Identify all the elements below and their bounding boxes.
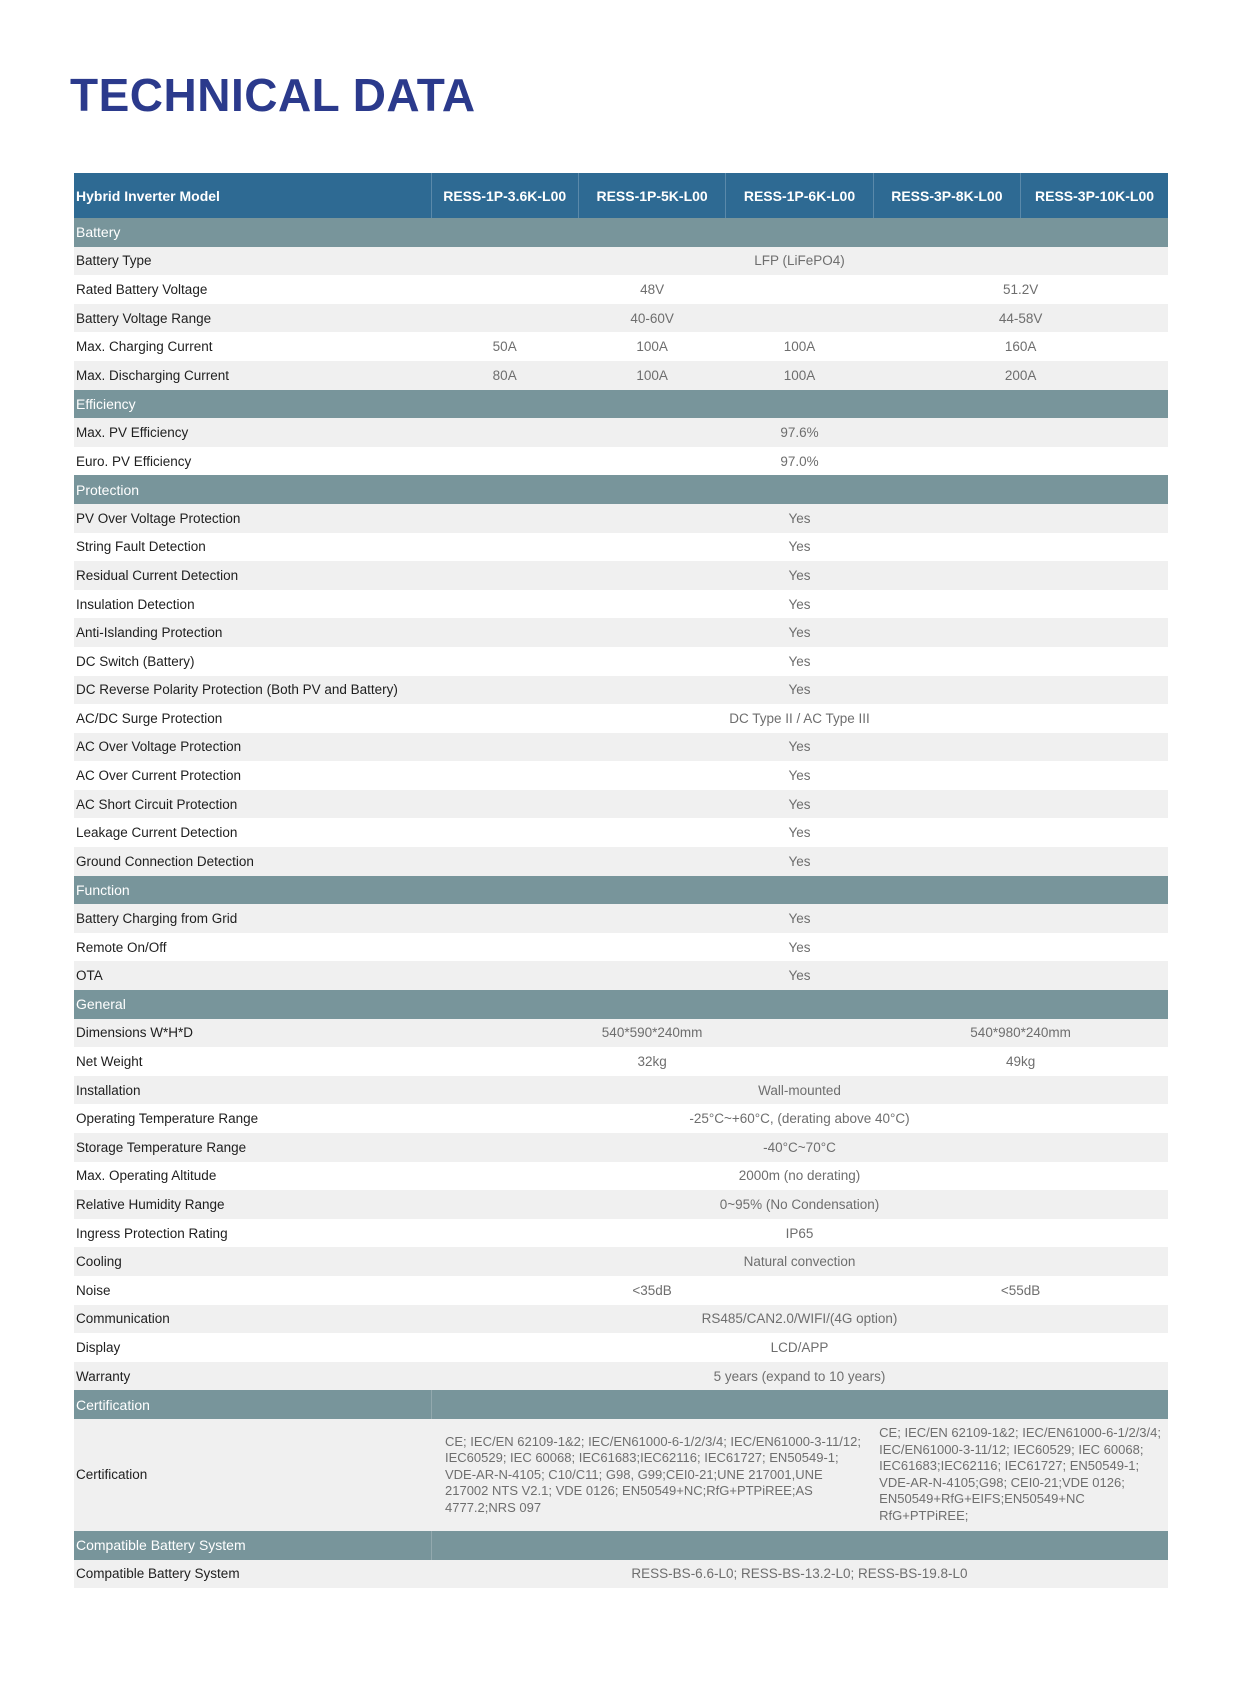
row-label: Leakage Current Detection [76, 825, 238, 841]
row-label: Operating Temperature Range [76, 1111, 259, 1127]
row-value: 49kg [1005, 1054, 1036, 1070]
row-value: 160A [1004, 339, 1037, 355]
row-value: DC Type II / AC Type III [729, 710, 870, 726]
section-fill [431, 1531, 1168, 1560]
header-model-name: RESS-1P-3.6K-L00 [431, 173, 578, 218]
section-title: Compatible Battery System [74, 1531, 431, 1560]
row-label: AC/DC Surge Protection [76, 710, 223, 726]
row-value: 200A [873, 361, 1168, 390]
table-row [74, 790, 1168, 819]
row-label: Anti-Islanding Protection [74, 618, 431, 647]
section-header [74, 475, 1168, 504]
certification-block [74, 1390, 1168, 1588]
table-row [74, 533, 1168, 562]
row-value: LFP (LiFePO4) [431, 247, 1168, 276]
section-header [74, 390, 1168, 419]
certification-row [74, 1419, 1168, 1531]
row-value: Yes [788, 768, 811, 784]
row-value: 97.0% [780, 453, 819, 469]
table-row [74, 847, 1168, 876]
row-value: Yes [788, 596, 811, 612]
row-value: 48V [640, 281, 665, 297]
table-row [74, 1219, 1168, 1248]
row-value: Yes [788, 653, 811, 669]
row-label: Max. PV Efficiency [74, 418, 431, 447]
row-value: 32kg [637, 1054, 667, 1070]
row-label: Installation [74, 1076, 431, 1105]
row-value: 540*590*240mm [431, 1019, 873, 1048]
row-value: 44-58V [873, 304, 1168, 333]
row-label: Insulation Detection [76, 596, 195, 612]
table-row [74, 733, 1168, 762]
row-value: 80A [431, 361, 578, 390]
table-row [74, 447, 1168, 476]
table-row [74, 1047, 1168, 1076]
row-label: Warranty [74, 1362, 431, 1391]
row-value: Yes [431, 618, 1168, 647]
row-label: OTA [74, 961, 431, 990]
row-value: 97.6% [431, 418, 1168, 447]
table-row [74, 247, 1168, 276]
row-label: Dimensions W*H*D [74, 1019, 431, 1048]
table-row [74, 504, 1168, 533]
row-label: Remote On/Off [76, 939, 167, 955]
certification-three-phase: CE; IEC/EN 62109-1&2; IEC/EN61000-6-1/2/3/4; IEC/EN61000-3-11/12; IEC60529; IEC 60068; IEC61683;IEC62116; IEC61727; EN50549-1; VDE-AR-N-4105;G98; CEI0-21;VDE 0126; EN50549+RfG+EIFS;EN50549+NC RfG+PTPiREE; [873, 1419, 1168, 1531]
table-row [74, 1190, 1168, 1219]
table-row [74, 1560, 1168, 1589]
table-row [74, 1362, 1168, 1391]
table-row [74, 590, 1168, 619]
row-label: Storage Temperature Range [74, 1133, 431, 1162]
section-fill [431, 1390, 1168, 1419]
row-label: Max. Discharging Current [74, 361, 431, 390]
section-header [74, 990, 1168, 1019]
row-value: Yes [431, 790, 1168, 819]
row-value: Yes [431, 676, 1168, 705]
header-model-name: RESS-3P-10K-L00 [1021, 173, 1168, 218]
section-header [74, 1390, 1168, 1419]
section-title: Protection [74, 475, 1168, 504]
row-value: -40°C~70°C [431, 1133, 1168, 1162]
page-title: TECHNICAL DATA [70, 69, 476, 121]
row-label: Euro. PV Efficiency [76, 453, 192, 469]
header-model-name: RESS-1P-6K-L00 [726, 173, 873, 218]
row-label: Ingress Protection Rating [76, 1225, 228, 1241]
header-model-name: RESS-1P-5K-L00 [578, 173, 725, 218]
table-row [74, 818, 1168, 847]
section-title: General [74, 990, 1168, 1019]
table-row [74, 618, 1168, 647]
section-title: Battery [74, 218, 1168, 247]
row-value: Yes [788, 825, 811, 841]
row-label: PV Over Voltage Protection [74, 504, 431, 533]
row-value: 40-60V [431, 304, 873, 333]
table-header-row [74, 173, 1168, 218]
row-value: Wall-mounted [431, 1076, 1168, 1105]
table-row [74, 904, 1168, 933]
table-row [74, 961, 1168, 990]
row-value: Yes [431, 733, 1168, 762]
certification-single-phase: CE; IEC/EN 62109-1&2; IEC/EN61000-6-1/2/3/4; IEC/EN61000-3-11/12; IEC60529; IEC 60068; IEC61683;IEC62116; IEC61727; EN50549-1; VDE-AR-N-4105; C10/C11; G98, G99;CEI0-21;UNE 217001,UNE 217002 NTS V2.1; VDE 0126; EN50549+NC;RfG+PTPiREE;AS 4777.2;NRS 097 [431, 1419, 873, 1531]
row-value: 100A [726, 361, 873, 390]
row-label: Battery Voltage Range [74, 304, 431, 333]
row-value: Yes [431, 904, 1168, 933]
row-value: 5 years (expand to 10 years) [431, 1362, 1168, 1391]
row-value: <35dB [632, 1282, 672, 1298]
section-header [74, 876, 1168, 905]
table-row [74, 361, 1168, 390]
table-row [74, 275, 1168, 304]
row-label: Ground Connection Detection [74, 847, 431, 876]
table-row [74, 304, 1168, 333]
row-value: 51.2V [1002, 281, 1039, 297]
row-value: 100A [636, 339, 668, 355]
row-label: Display [76, 1339, 121, 1355]
row-label: DC Reverse Polarity Protection (Both PV and Battery) [74, 676, 431, 705]
table-row [74, 418, 1168, 447]
row-value: 2000m (no derating) [738, 1168, 861, 1184]
row-value: Yes [431, 961, 1168, 990]
row-value: Yes [431, 561, 1168, 590]
row-label: Residual Current Detection [74, 561, 431, 590]
header-model-label: Hybrid Inverter Model [74, 173, 431, 218]
row-value: <55dB [1000, 1282, 1041, 1298]
row-label: Cooling [74, 1247, 431, 1276]
row-label: Battery Type [74, 247, 431, 276]
section-header [74, 218, 1168, 247]
header-model-name: RESS-3P-8K-L00 [873, 173, 1020, 218]
row-label: Max. Charging Current [76, 339, 213, 355]
row-value: Yes [788, 539, 811, 555]
table-row [74, 761, 1168, 790]
table-row [74, 1162, 1168, 1191]
table-row [74, 1305, 1168, 1334]
row-value: 50A [492, 339, 517, 355]
row-label: DC Switch (Battery) [76, 653, 195, 669]
row-label: AC Over Voltage Protection [74, 733, 431, 762]
technical-data-table [74, 173, 1168, 1588]
row-label: Net Weight [76, 1054, 143, 1070]
table-row [74, 1076, 1168, 1105]
table-body [74, 218, 1168, 1390]
row-label: AC Over Current Protection [76, 768, 242, 784]
row-label: Noise [76, 1282, 111, 1298]
row-label: AC Short Circuit Protection [74, 790, 431, 819]
row-value: 540*980*240mm [873, 1019, 1168, 1048]
table-row [74, 1276, 1168, 1305]
row-value: Yes [788, 939, 811, 955]
table-row [74, 1247, 1168, 1276]
row-label: Max. Operating Altitude [76, 1168, 217, 1184]
row-label: Rated Battery Voltage [76, 281, 208, 297]
row-label: Communication [74, 1305, 431, 1334]
row-value: RS485/CAN2.0/WIFI/(4G option) [431, 1305, 1168, 1334]
table-row [74, 676, 1168, 705]
row-value: IP65 [785, 1225, 814, 1241]
row-label: Battery Charging from Grid [74, 904, 431, 933]
row-value: RESS-BS-6.6-L0; RESS-BS-13.2-L0; RESS-BS-19.8-L0 [431, 1560, 1168, 1589]
section-title: Certification [74, 1390, 431, 1419]
row-value: 100A [578, 361, 725, 390]
section-header [74, 1531, 1168, 1560]
row-label: Certification [74, 1419, 431, 1531]
row-label: Compatible Battery System [74, 1560, 431, 1589]
table-row [74, 647, 1168, 676]
row-value: 100A [783, 339, 816, 355]
row-value: Natural convection [431, 1247, 1168, 1276]
section-title: Efficiency [74, 390, 1168, 419]
row-value: LCD/APP [770, 1339, 829, 1355]
table-row [74, 1133, 1168, 1162]
row-value: Yes [431, 847, 1168, 876]
table-row [74, 1019, 1168, 1048]
table-row [74, 1333, 1168, 1362]
table-row [74, 704, 1168, 733]
row-value: -25°C~+60°C, (derating above 40°C) [689, 1111, 910, 1127]
table-row [74, 332, 1168, 361]
table-row [74, 561, 1168, 590]
row-label: String Fault Detection [76, 539, 206, 555]
row-label: Relative Humidity Range [74, 1190, 431, 1219]
table-row [74, 1104, 1168, 1133]
section-title: Function [74, 876, 1168, 905]
table-row [74, 933, 1168, 962]
row-value: 0~95% (No Condensation) [431, 1190, 1168, 1219]
row-value: Yes [431, 504, 1168, 533]
